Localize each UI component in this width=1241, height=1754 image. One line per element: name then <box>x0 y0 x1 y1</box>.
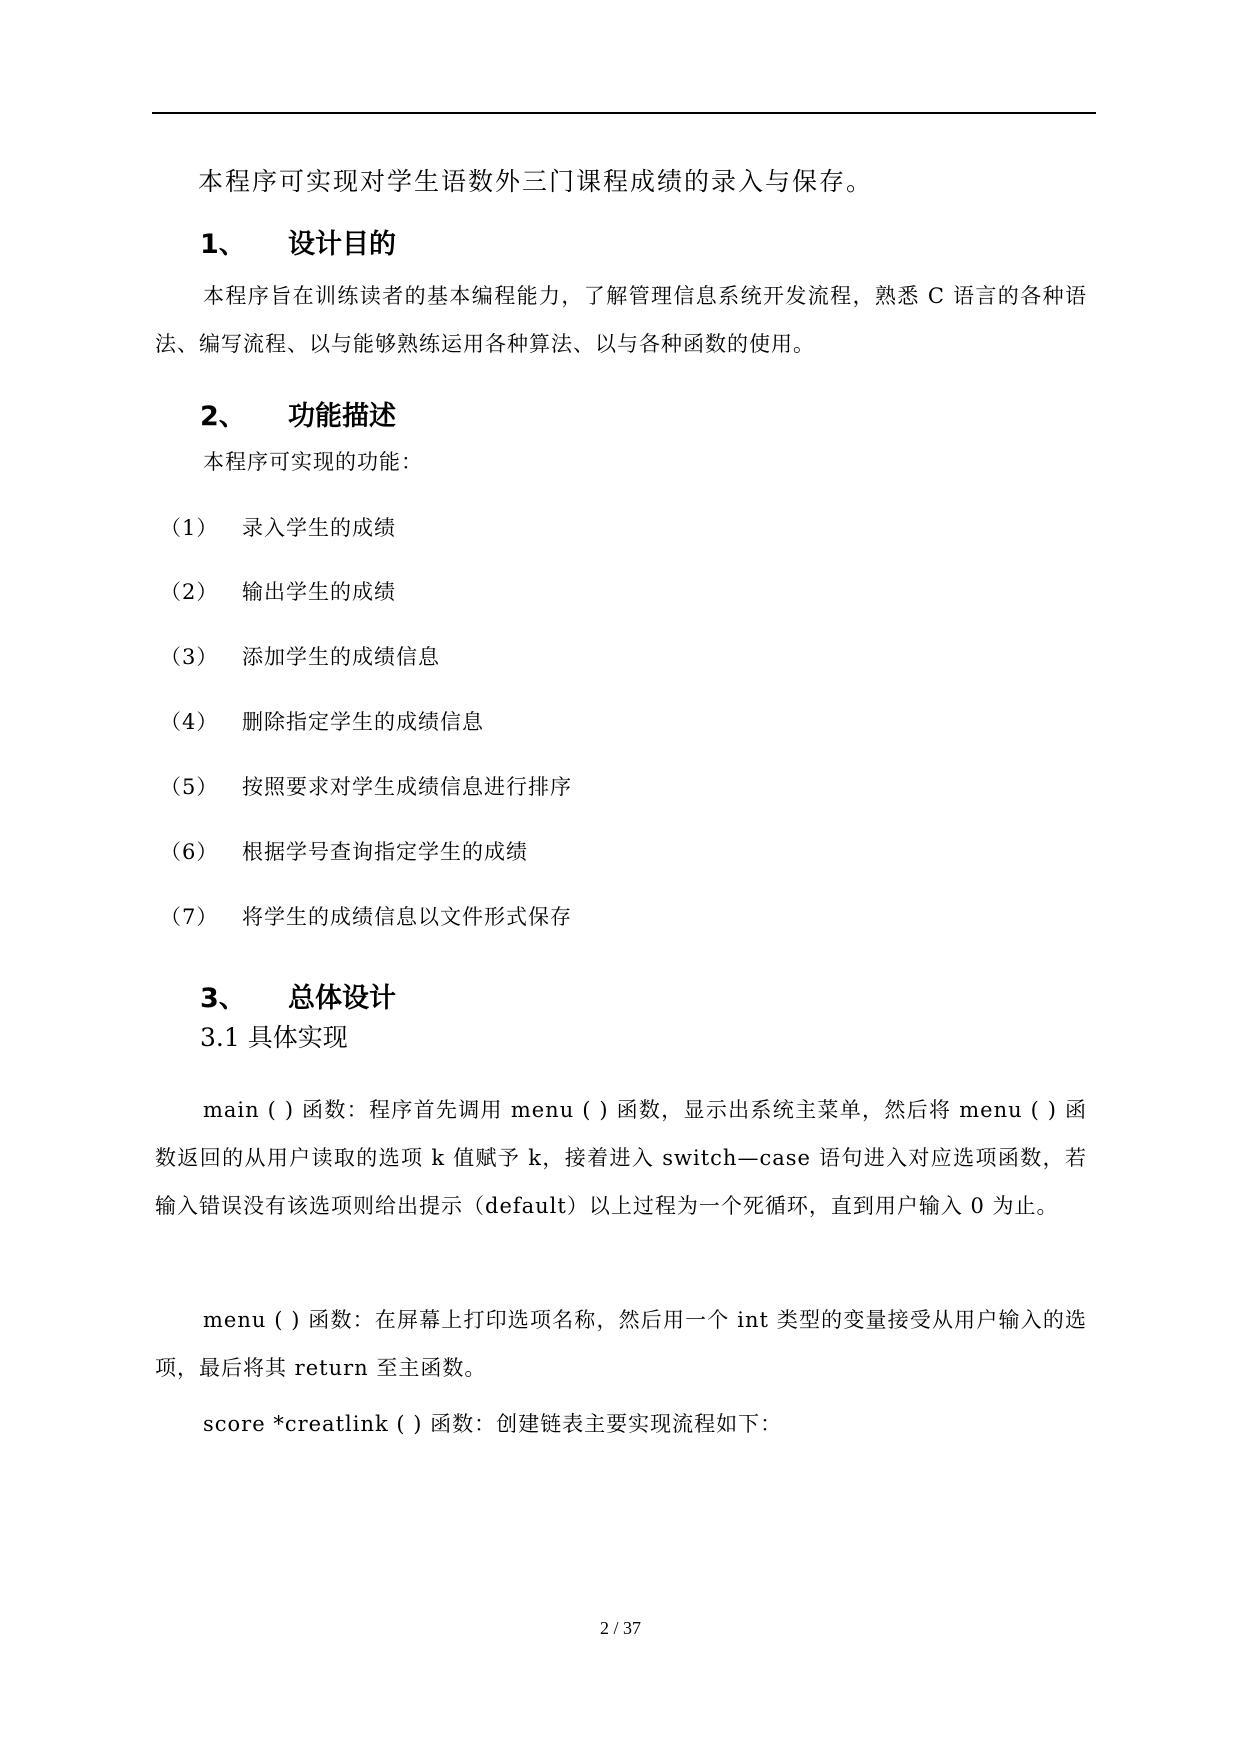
list-item <box>160 901 572 931</box>
intro-text: 本程序可实现对学生语数外三门课程成绩的录入与保存。 <box>198 167 874 196</box>
creatlink-function-paragraph: score *creatlink ( ) 函数：创建链表主要实现流程如下： <box>203 1412 783 1436</box>
section-1-number: 1、 <box>200 229 246 260</box>
list-index: （3） <box>160 645 219 669</box>
section-2-heading <box>200 394 396 433</box>
menu-function-paragraph: menu ( ) 函数：在屏幕上打印选项名称，然后用一个 int 类型的变量接受从用户输入的选项，最后将其 return 至主函数。 <box>155 1308 1087 1380</box>
main-function-paragraph: main ( ) 函数：程序首先调用 menu ( ) 函数，显示出系统主菜单，然后将 menu ( ) 函数返回的从用户读取的选项 k 值赋予 k，接着进入 switch—case 语句进入对应选项函数，若输入错误没有该选项则给出提示（default）以上过程为一个死循环，直到用户输入 0 为止。 <box>155 1098 1087 1218</box>
list-text: 录入学生的成绩 <box>242 516 396 540</box>
list-item <box>160 836 528 866</box>
list-index: （4） <box>160 710 219 734</box>
section-2-lead: 本程序可实现的功能： <box>203 450 423 474</box>
section-1-heading <box>200 222 396 261</box>
list-text: 输出学生的成绩 <box>242 580 396 604</box>
section-1-paragraph: 本程序旨在训练读者的基本编程能力，了解管理信息系统开发流程，熟悉 C 语言的各种语法、编写流程、以与能够熟练运用各种算法、以与各种函数的使用。 <box>155 284 1087 356</box>
section-3-title: 总体设计 <box>288 983 396 1014</box>
list-index: （7） <box>160 905 219 929</box>
list-text: 删除指定学生的成绩信息 <box>242 710 484 734</box>
list-index: （2） <box>160 580 219 604</box>
list-text: 按照要求对学生成绩信息进行排序 <box>242 775 572 799</box>
list-index: （1） <box>160 516 219 540</box>
list-item <box>160 576 396 606</box>
section-3-heading <box>200 976 396 1015</box>
subsection-title: 3.1 具体实现 <box>200 1023 348 1052</box>
list-text: 根据学号查询指定学生的成绩 <box>242 840 528 864</box>
list-item <box>160 706 484 736</box>
list-index: （6） <box>160 840 219 864</box>
list-item <box>160 512 396 542</box>
section-3-number: 3、 <box>200 983 246 1014</box>
list-text: 将学生的成绩信息以文件形式保存 <box>242 905 572 929</box>
list-text: 添加学生的成绩信息 <box>242 645 440 669</box>
section-2-title: 功能描述 <box>288 401 396 432</box>
page-number: 2 / 37 <box>599 1618 641 1638</box>
header-rule <box>152 112 1096 114</box>
section-2-number: 2、 <box>200 401 246 432</box>
list-index: （5） <box>160 775 219 799</box>
list-item <box>160 771 572 801</box>
list-item <box>160 641 440 671</box>
section-1-title: 设计目的 <box>288 229 396 260</box>
